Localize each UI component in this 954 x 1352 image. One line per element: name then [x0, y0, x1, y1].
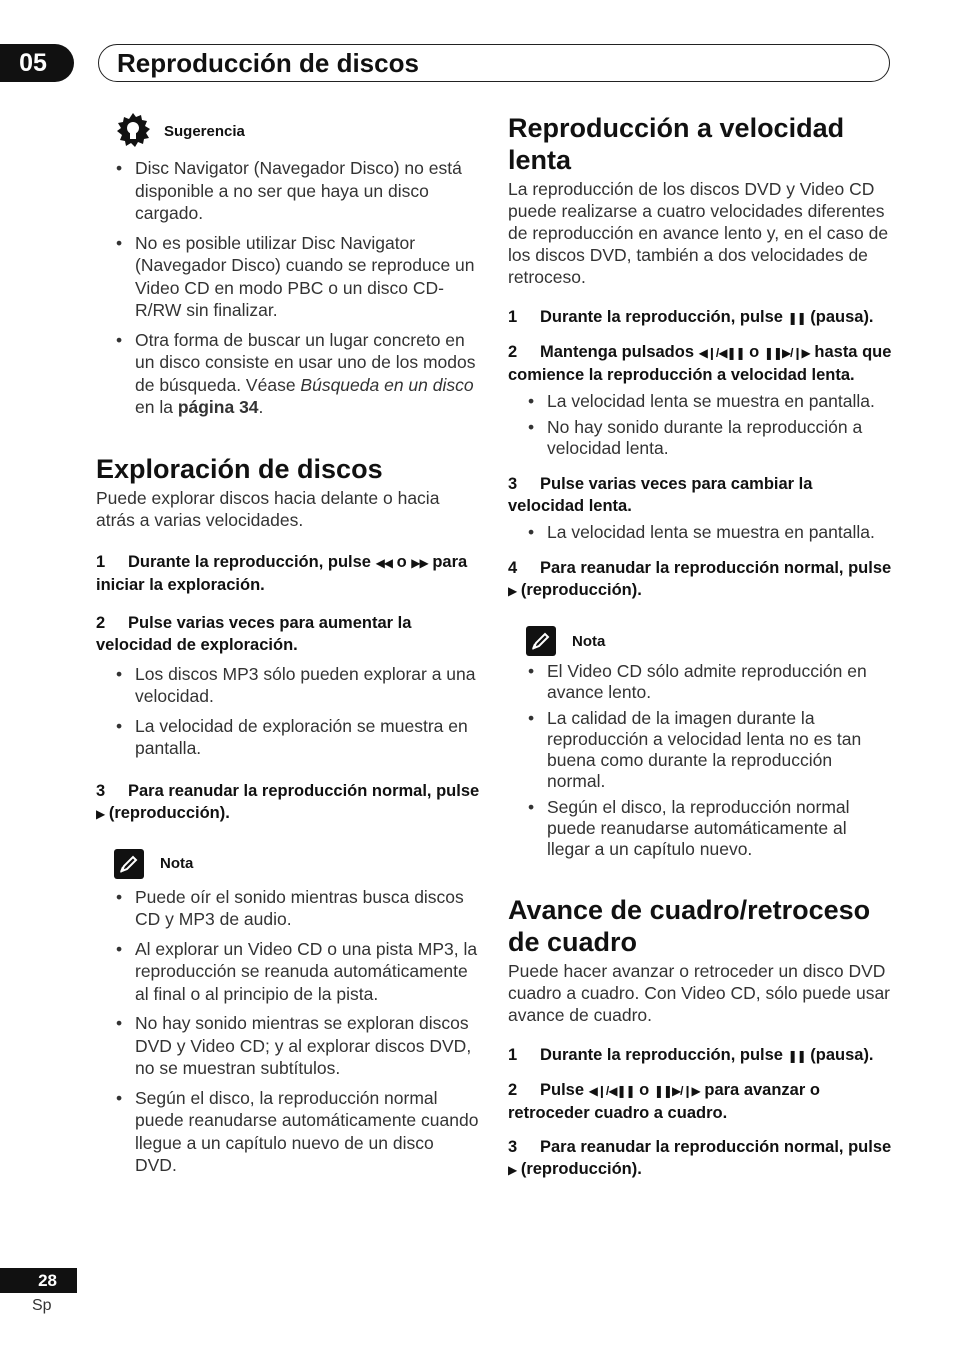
- tip-heading: [114, 112, 480, 150]
- right-column: [508, 112, 892, 1181]
- section-title-scan: Exploración de discos: [96, 453, 383, 484]
- list-item: • No hay sonido mientras se exploran discos DVD y Video CD; y al explorar discos DVD, no se muestran subtítulos.: [96, 1012, 480, 1080]
- list-item: • La calidad de la imagen durante la reproducción a velocidad lenta no es tan buena como durante la reproducción normal.: [508, 708, 892, 792]
- fast-forward-icon: ▶▶: [411, 555, 428, 570]
- left-column: [96, 112, 480, 1177]
- step-2: 2 Pulse ◀❙/◀❚❚ o ❚❚▶/❙▶ para avanzar o retroceder cuadro a cuadro.: [508, 1081, 820, 1122]
- note-list: [96, 886, 480, 1177]
- language-code: Sp: [32, 1297, 52, 1314]
- note-list: [508, 661, 892, 860]
- step-3: 3 Para reanudar la reproducción normal, pulse ▶ (reproducción).: [96, 781, 480, 822]
- tip-label: Sugerencia: [164, 122, 245, 140]
- list-item: • Según el disco, la reproducción normal puede reanudarse automáticamente cuando llegue a un capítulo nuevo de un disco DVD.: [96, 1087, 480, 1177]
- pencil-icon: [526, 626, 556, 656]
- step-1: 1 Durante la reproducción, pulse ❚❚ (pausa).: [508, 308, 874, 326]
- note-label: Nota: [160, 855, 194, 872]
- list-item: • Disc Navigator (Navegador Disco) no está disponible a no ser que haya un disco cargado.: [96, 157, 480, 225]
- list-item: • Los discos MP3 sólo pueden explorar a una velocidad.: [96, 663, 480, 708]
- lightbulb-icon: [114, 112, 152, 150]
- list-item: • La velocidad de exploración se muestra en pantalla.: [96, 715, 480, 760]
- step-3: 3 Para reanudar la reproducción normal, pulse ▶ (reproducción).: [508, 1138, 892, 1178]
- pause-icon: ❚❚: [787, 1049, 806, 1063]
- chapter-title: Reproducción de discos: [117, 48, 419, 78]
- section-intro: La reproducción de los discos DVD y Video CD puede realizarse a cuatro velocidades diferentes de reproducción en avance lento y, en el caso de los discos DVD, también a dos velocidades de retroceso.: [508, 179, 889, 287]
- section-title-slow: Reproducción a velocidad lenta: [508, 113, 845, 175]
- chapter-number-badge: 05: [0, 44, 74, 82]
- step-3: 3 Pulse varias veces para cambiar la velocidad lenta.: [508, 475, 813, 515]
- pause-icon: ❚❚: [787, 311, 806, 325]
- chapter-title-bar: [98, 44, 890, 82]
- list-item: • La velocidad lenta se muestra en pantalla.: [508, 391, 892, 412]
- note-label: Nota: [572, 632, 606, 650]
- step-2-list: [508, 391, 892, 459]
- list-item: • No es posible utilizar Disc Navigator (Navegador Disco) cuando se reproduce un Video CD en modo PBC o un disco CD-R/RW sin finalizar.: [96, 232, 480, 322]
- section-title-frame: Avance de cuadro/retroceso de cuadro: [508, 895, 871, 957]
- page-reference: página 34: [177, 397, 259, 417]
- play-icon: ▶: [508, 584, 517, 598]
- frame-forward-icon: ❚❚▶/❙▶: [653, 1084, 700, 1098]
- list-item: • El Video CD sólo admite reproducción en avance lento.: [508, 661, 892, 703]
- list-item: • No hay sonido durante la reproducción a velocidad lenta.: [508, 417, 892, 459]
- frame-reverse-icon: ◀❙/◀❚❚: [588, 1084, 635, 1098]
- step-2: 2 Mantenga pulsados ◀❙/◀❚❚ o ❚❚▶/❙▶ hasta que comience la reproducción a velocidad lenta.: [508, 343, 892, 384]
- step-2-list: [96, 663, 480, 760]
- slow-forward-icon: ❚❚▶/❙▶: [763, 346, 810, 360]
- slow-reverse-icon: ◀❙/◀❚❚: [698, 346, 745, 360]
- play-icon: ▶: [96, 806, 105, 821]
- play-icon: ▶: [508, 1163, 517, 1177]
- step-1: 1 Durante la reproducción, pulse ◀◀ o ▶▶ para iniciar la exploración.: [96, 552, 468, 594]
- list-item: • Al explorar un Video CD o una pista MP3, la reproducción se reanuda automáticamente al final o al principio de la pista.: [96, 938, 480, 1006]
- pencil-icon: [114, 849, 144, 879]
- step-4: 4 Para reanudar la reproducción normal, pulse ▶ (reproducción).: [508, 559, 892, 599]
- note-heading: [526, 626, 892, 656]
- rewind-icon: ◀◀: [375, 555, 393, 570]
- list-item: • Según el disco, la reproducción normal puede reanudarse automáticamente al llegar a un capítulo nuevo.: [508, 797, 892, 860]
- step-1: 1 Durante la reproducción, pulse ❚❚ (pausa).: [508, 1046, 874, 1064]
- step-3-list: [508, 522, 892, 543]
- list-item: • Puede oír el sonido mientras busca discos CD y MP3 de audio.: [96, 886, 480, 931]
- cross-reference: Búsqueda en un disco: [300, 374, 474, 395]
- section-intro: Puede explorar discos hacia delante o hacia atrás a varias velocidades.: [96, 487, 440, 530]
- step-2: 2 Pulse varias veces para aumentar la velocidad de exploración.: [96, 613, 412, 654]
- section-intro: Puede hacer avanzar o retroceder un disco DVD cuadro a cuadro. Con Video CD, sólo puede usar avance de cuadro.: [508, 961, 891, 1025]
- note-heading: [114, 849, 480, 879]
- tip-list: [96, 157, 480, 419]
- list-item: • La velocidad lenta se muestra en pantalla.: [508, 522, 892, 543]
- list-item: • Otra forma de buscar un lugar concreto en un disco consiste en usar uno de los modos de búsqueda. Véase Búsqueda en un disco en la página 34.: [96, 329, 480, 419]
- page-number: 28: [0, 1268, 77, 1293]
